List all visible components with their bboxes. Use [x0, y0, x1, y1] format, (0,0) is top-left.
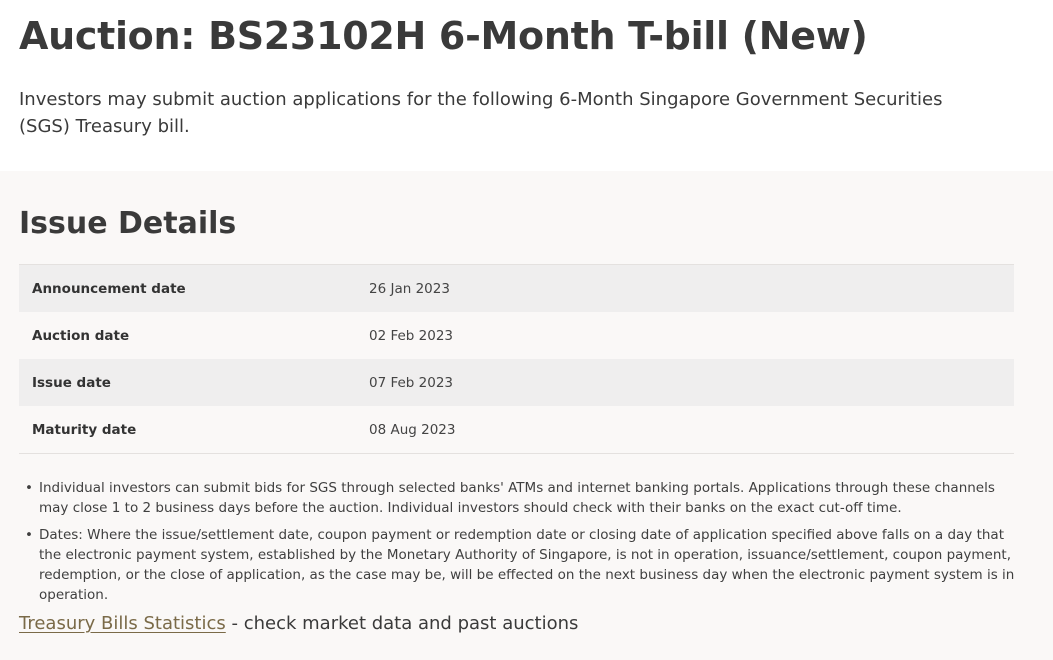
list-item [19, 478, 1019, 518]
bullet-icon: • [25, 480, 33, 496]
note-text: Dates: Where the issue/settlement date, coupon payment or redemption date or closing date of application specified above falls on a day that the electronic payment system, established by the Monetary Authority of Singapore, is not in operation, issuance/settlement, coupon payment, redemption, or the close of application, as the case may be, will be effected on the next business day when the electronic payment system is in operation. [39, 527, 1015, 603]
list-item [19, 525, 1019, 605]
row-label: Announcement date [32, 280, 186, 297]
notes-list [19, 478, 1019, 612]
bullet-icon: • [25, 527, 33, 543]
row-value: 02 Feb 2023 [369, 327, 454, 344]
note-text: Individual investors can submit bids for SGS through selected banks' ATMs and internet banking portals. Applications through these channels may close 1 to 2 business days before the auction. Individual investors should check with their banks on the exact cut-off time. [39, 480, 995, 516]
row-value: 26 Jan 2023 [369, 280, 450, 297]
table-row [19, 359, 1014, 406]
page-title: Auction: BS23102H 6-Month T-bill (New) [19, 14, 868, 58]
row-value: 08 Aug 2023 [369, 421, 456, 438]
section-title: Issue Details [19, 206, 237, 241]
row-value: 07 Feb 2023 [369, 374, 454, 391]
table-row [19, 406, 1014, 453]
row-label: Auction date [32, 327, 130, 344]
issue-details-section [0, 171, 1053, 660]
treasury-bills-statistics-link[interactable]: Treasury Bills Statistics [19, 613, 226, 634]
table-row [19, 265, 1014, 312]
row-label: Maturity date [32, 421, 137, 438]
table-row [19, 312, 1014, 359]
issue-details-table [19, 264, 1014, 454]
row-label: Issue date [32, 374, 111, 391]
page-header [0, 0, 1053, 171]
statistics-link-line [19, 613, 578, 634]
intro-text: Investors may submit auction applications for the following 6-Month Singapore Government Securities (SGS) Treasury bill. [19, 89, 943, 137]
link-suffix-text: - check market data and past auctions [225, 613, 579, 634]
